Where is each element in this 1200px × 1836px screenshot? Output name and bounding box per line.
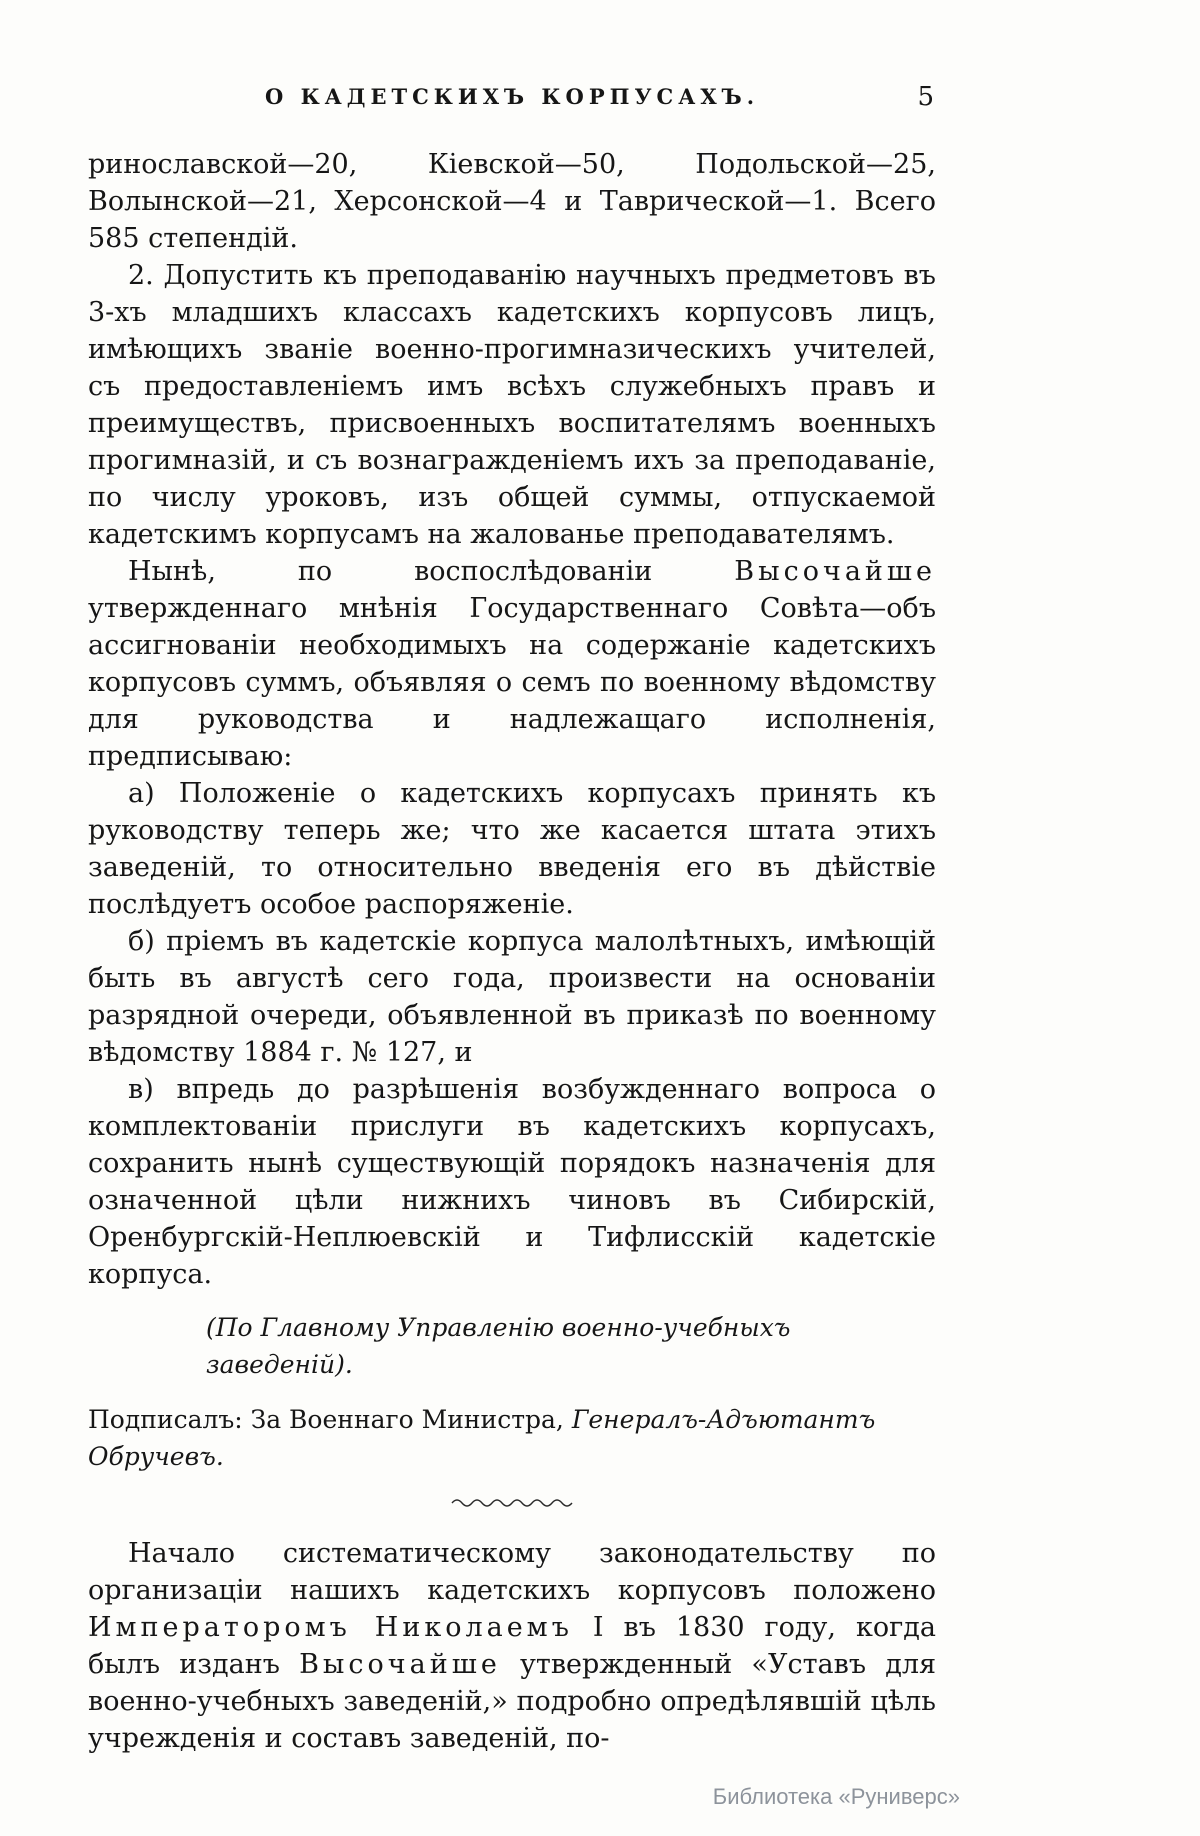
signature-line [88, 1401, 936, 1475]
library-watermark: Библиотека «Руниверс» [712, 1784, 960, 1809]
signature-prefix: Подписалъ: За Военнаго Министра, [88, 1405, 572, 1434]
text-run: б) пріемъ въ кадетскіе корпуса малолѣтныхъ, имѣющій быть въ августѣ сего года, произвести на основаніи разрядной очереди, объявленной въ приказѣ по военному вѣдомству 1884 г. № 127, и [88, 926, 936, 1068]
page-content [88, 146, 936, 1757]
text-run: утвержденный «Уставъ для военно-учебныхъ заведеній,» подробно опредѣлявшій цѣль учрежденія и составъ заведеній, по- [88, 1649, 937, 1754]
attribution-line: (По Главному Управленію военно-учебныхъ заведеній). [206, 1313, 791, 1379]
text-run: утвержденнаго мнѣнія Государственнаго Совѣта—объ ассигнованіи необходимыхъ на содержаніе кадетскихъ корпусовъ суммъ, объявляя о семъ по военному вѣдомству для руководства и надлежащаго исполненія, предписываю: [88, 593, 936, 772]
page-title: О КАДЕТСКИХЪ КОРПУСАХЪ. [264, 84, 760, 109]
emphasized-text-run: Высочайше [734, 556, 936, 587]
text-run: а) Положеніе о кадетскихъ корпусахъ принять къ руководству теперь же; что же касается штата этихъ заведеній, то относительно введенія его въ дѣйствіе послѣдуетъ особое распоряженіе. [88, 778, 936, 920]
paragraph [88, 775, 936, 923]
text-run: в) впредь до разрѣшенія возбужденнаго вопроса о комплектованіи прислуги въ кадетскихъ корпусахъ, сохранить нынѣ существующій порядокъ назначенія для означенной цѣли нижнихъ чиновъ въ Сибирскій, Оренбургскій-Неплюевскій и Тифлисскій кадетскіе корпуса. [88, 1074, 936, 1290]
emphasized-text-run: Императоромъ Николаемъ [88, 1612, 573, 1643]
text-run: Нынѣ, по воспослѣдованіи [128, 556, 735, 587]
paragraph [88, 146, 936, 257]
page-number: 5 [917, 82, 934, 112]
signatory-name: Генералъ-Адъютантъ Обручевъ. [88, 1405, 876, 1471]
paragraph [88, 923, 936, 1071]
paragraph [88, 1535, 936, 1757]
text-run: 2. Допустить къ преподаванію научныхъ предметовъ въ 3-хъ младшихъ классахъ кадетскихъ корпусовъ лицъ, имѣющихъ званіе военно-прогимназическихъ учителей, съ предоставленіемъ имъ всѣхъ служебныхъ правъ и преимуществъ, присвоенныхъ воспитателямъ военныхъ прогимназій, и съ вознагражденіемъ ихъ за преподаваніе, по числу уроковъ, изъ общей суммы, отпускаемой кадетскимъ корпусамъ на жалованье преподавателямъ. [88, 260, 936, 550]
text-run: I въ 1830 году, когда былъ изданъ [88, 1612, 936, 1680]
closing-text [88, 1535, 936, 1757]
running-header [88, 84, 936, 114]
wavy-divider [447, 1495, 577, 1509]
paragraph [88, 553, 936, 775]
emphasized-text-run: Высочайше [299, 1649, 501, 1680]
text-run: Начало систематическому законодательству по организаціи нашихъ кадетскихъ корпусовъ положено [88, 1538, 936, 1606]
paragraph [88, 1071, 936, 1293]
body-text [88, 146, 936, 1293]
text-run: ринославской—20, Кіевской—50, Подольской—25, Волынской—21, Херсонской—4 и Таврической—1. Всего 585 степендій. [88, 149, 936, 254]
paragraph [88, 257, 936, 553]
